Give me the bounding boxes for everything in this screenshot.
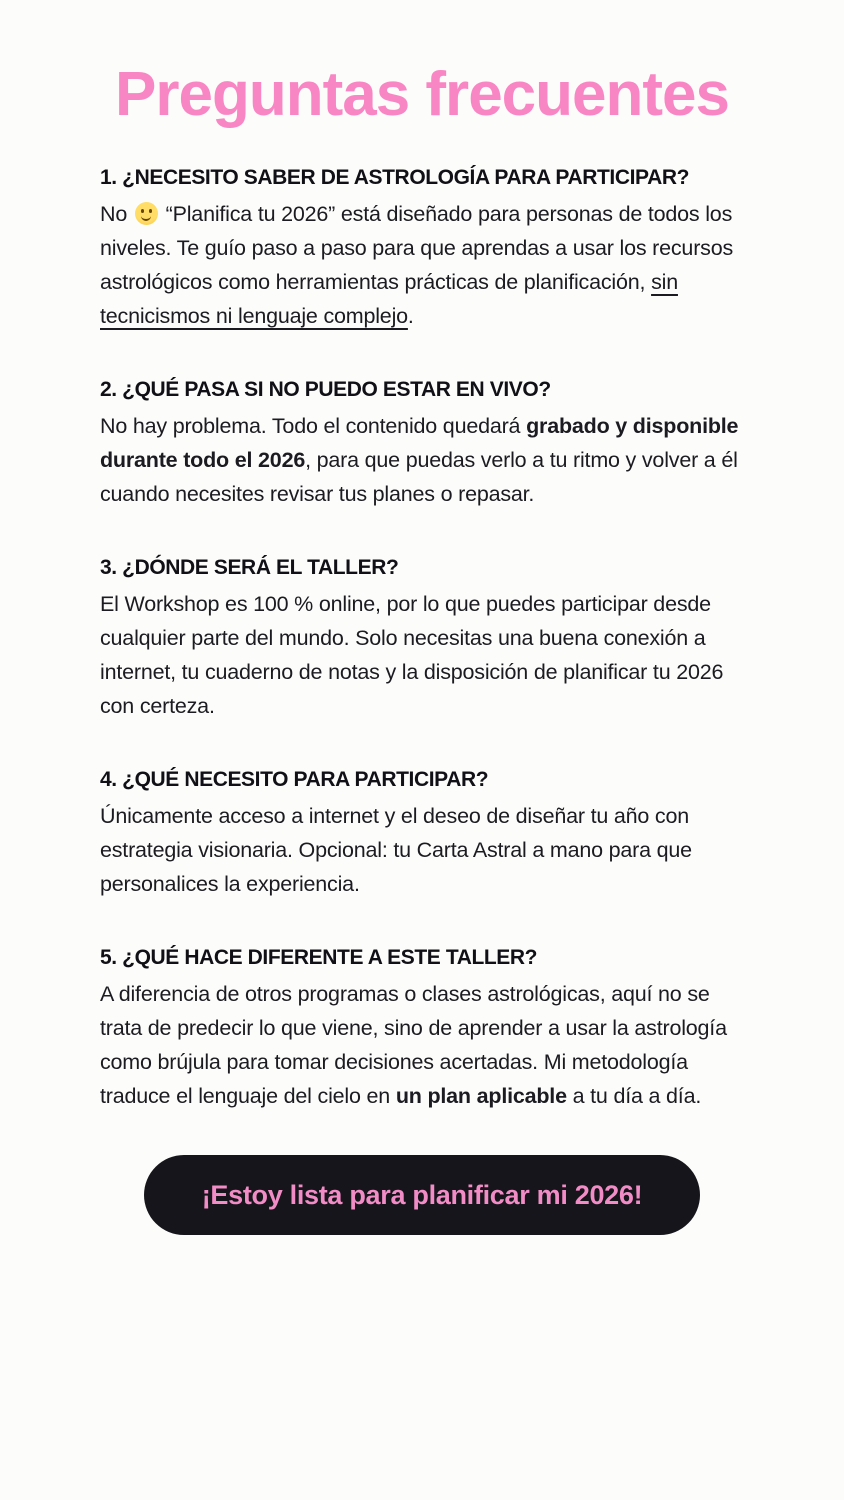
slight-smile-emoji-icon: [135, 202, 158, 225]
answer-bold-text: grabado y disponible durante todo el 2026: [100, 414, 739, 473]
answer-text: A diferencia de otros programas o clases astrológicas, aquí no se trata de predecir lo que viene, sino de aprender a usar la astrología como brújula para tomar decisiones acertadas. Mi metodología traduce el lenguaje del cielo en: [100, 982, 727, 1109]
answer-text: .: [407, 304, 414, 329]
faq-item: [100, 943, 744, 1113]
faq-question: 5. ¿QUÉ HACE DIFERENTE A ESTE TALLER?: [100, 946, 538, 970]
faq-answer: [100, 977, 744, 1113]
faq-item: [100, 163, 744, 333]
faq-item: [100, 553, 744, 723]
answer-text: El Workshop es 100 % online, por lo que puedes participar desde cualquier parte del mundo. Solo necesitas una buena conexión a internet, tu cuaderno de notas y la disposición de planificar tu 2026 con certeza.: [100, 592, 724, 719]
faq-item: [100, 375, 744, 511]
answer-underlined-text: sin tecnicismos ni lenguaje complejo: [100, 270, 678, 329]
faq-item: [100, 765, 744, 901]
answer-text: Únicamente acceso a internet y el deseo de diseñar tu año con estrategia visionaria. Opcional: tu Carta Astral a mano para que personalices la experiencia.: [100, 804, 692, 897]
answer-text: No hay problema. Todo el contenido quedará: [100, 414, 527, 439]
page-title: Preguntas frecuentes: [115, 60, 729, 129]
answer-text: No: [100, 202, 133, 227]
answer-text: , para que puedas verlo a tu ritmo y volver a él cuando necesites revisar tus planes o repasar.: [100, 448, 738, 507]
faq-question: 1. ¿NECESITO SABER DE ASTROLOGÍA PARA PARTICIPAR?: [100, 166, 690, 190]
cta-wrap: [0, 1155, 844, 1235]
answer-text: “Planifica tu 2026” está diseñado para personas de todos los niveles. Te guío paso a paso para que aprendas a usar los recursos astrológicos como herramientas prácticas de planificación,: [100, 202, 734, 295]
faq-answer: [100, 197, 744, 333]
faq-list: [100, 163, 744, 1113]
cta-button[interactable]: ¡Estoy lista para planificar mi 2026!: [144, 1155, 701, 1235]
faq-answer: [100, 587, 744, 723]
answer-bold-text: un plan aplicable: [395, 1084, 567, 1109]
faq-question: 2. ¿QUÉ PASA SI NO PUEDO ESTAR EN VIVO?: [100, 378, 551, 402]
faq-answer: [100, 799, 744, 901]
faq-answer: [100, 409, 744, 511]
faq-question: 4. ¿QUÉ NECESITO PARA PARTICIPAR?: [100, 768, 489, 792]
faq-question: 3. ¿DÓNDE SERÁ EL TALLER?: [100, 556, 399, 580]
answer-text: a tu día a día.: [566, 1084, 702, 1109]
